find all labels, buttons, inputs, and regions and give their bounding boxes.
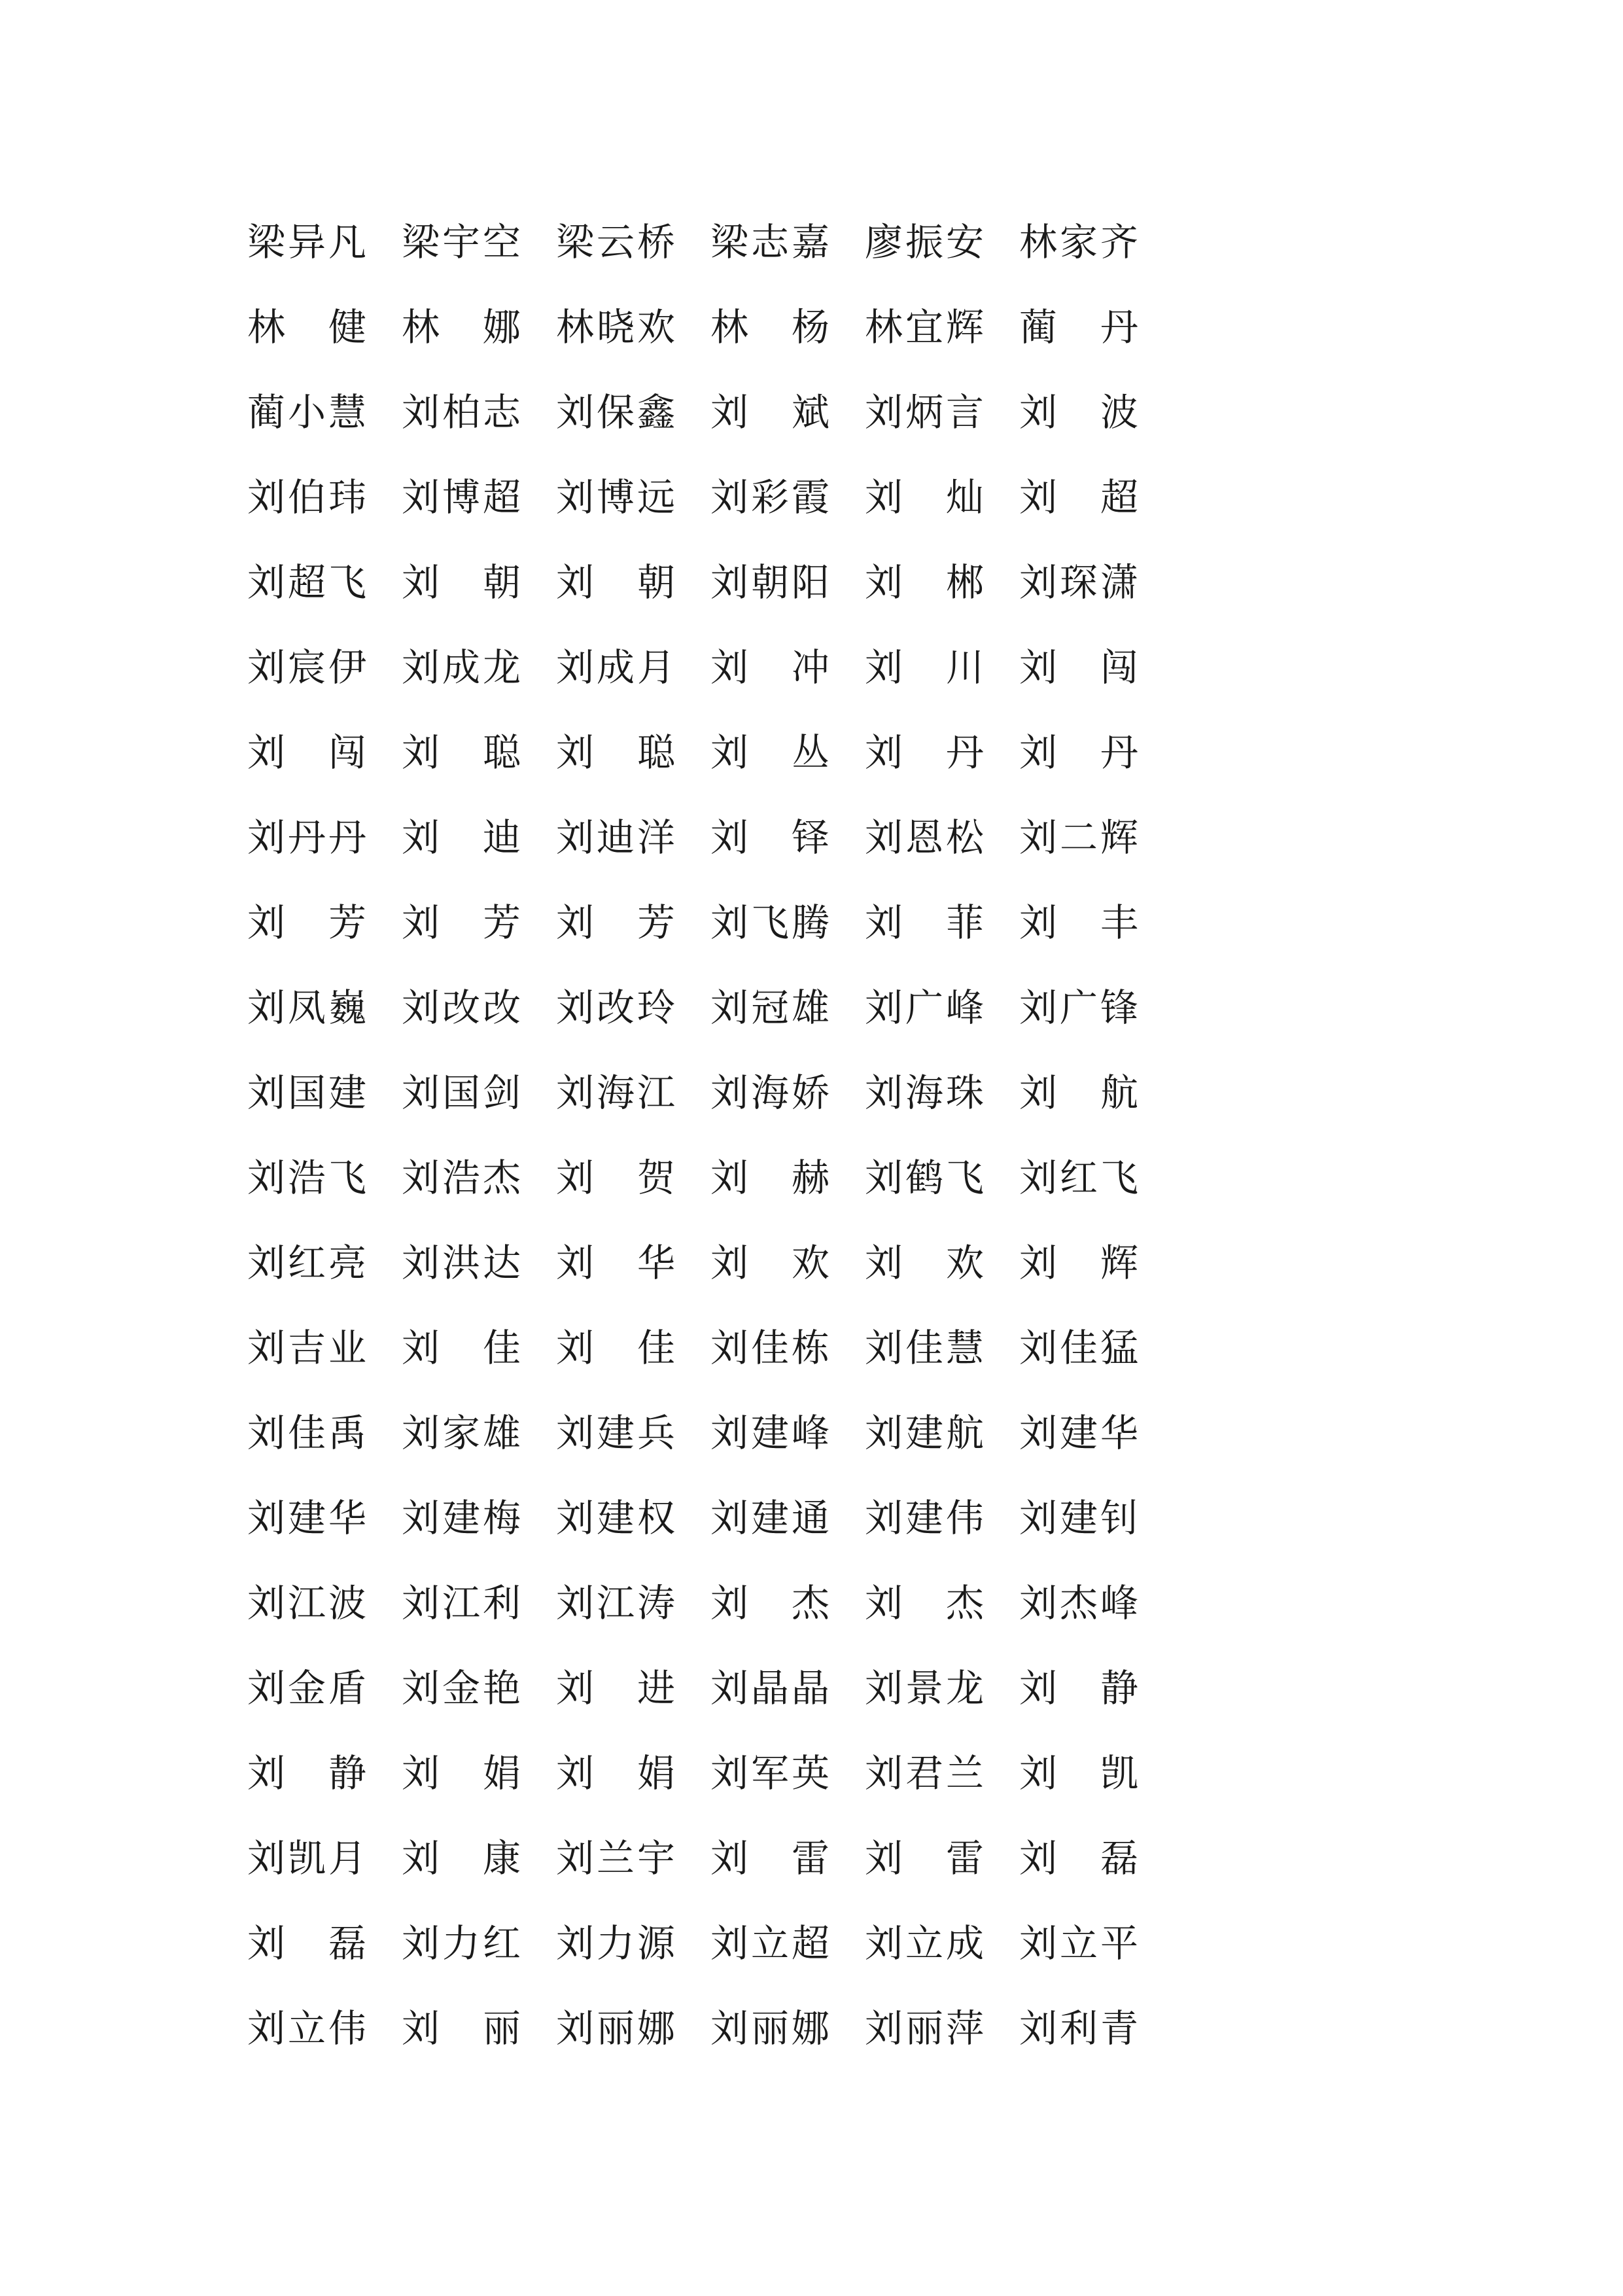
name-entry: 刘改改: [402, 985, 524, 1030]
name-entry: 刘 芳: [402, 900, 524, 945]
name-entry: 刘 灿: [865, 475, 987, 520]
name-entry: 刘江涛: [556, 1581, 678, 1625]
name-entry: 刘海珠: [865, 1070, 987, 1115]
name-entry: 刘浩飞: [247, 1156, 370, 1200]
name-entry: 梁志嘉: [710, 220, 833, 264]
name-entry: 刘 欢: [865, 1241, 987, 1285]
name-entry: 刘 贺: [556, 1156, 678, 1200]
name-entry: 刘吉业: [247, 1326, 370, 1370]
name-entry: 刘力源: [556, 1921, 678, 1966]
name-entry: 刘景龙: [865, 1666, 987, 1710]
name-entry: 刘 航: [1019, 1070, 1142, 1115]
name-entry: 刘金艳: [402, 1666, 524, 1710]
name-entry: 刘 进: [556, 1666, 678, 1710]
name-entry: 刘立成: [865, 1921, 987, 1966]
name-row: [247, 1986, 1176, 2071]
name-row: [247, 285, 1176, 370]
name-entry: 刘丽娜: [710, 2006, 833, 2051]
name-entry: 刘 冲: [710, 645, 833, 690]
name-entry: 刘广峰: [865, 985, 987, 1030]
name-entry: 刘凤巍: [247, 985, 370, 1030]
name-entry: 刘 郴: [865, 560, 987, 605]
name-entry: 刘佳慧: [865, 1326, 987, 1370]
name-row: [247, 540, 1176, 625]
name-row: [247, 965, 1176, 1050]
name-entry: 刘 丽: [402, 2006, 524, 2051]
name-entry: 刘成龙: [402, 645, 524, 690]
name-entry: 刘 佳: [556, 1326, 678, 1370]
name-entry: 刘红飞: [1019, 1156, 1142, 1200]
name-entry: 林家齐: [1019, 220, 1142, 264]
name-entry: 刘 斌: [710, 390, 833, 434]
name-entry: 刘 娟: [402, 1751, 524, 1795]
name-entry: 刘宸伊: [247, 645, 370, 690]
name-entry: 刘立伟: [247, 2006, 370, 2051]
name-entry: 刘建华: [247, 1496, 370, 1540]
name-entry: 刘立平: [1019, 1921, 1142, 1966]
name-row: [247, 795, 1176, 880]
name-entry: 刘 丰: [1019, 900, 1142, 945]
name-entry: 刘国建: [247, 1070, 370, 1115]
name-entry: 刘红亮: [247, 1241, 370, 1285]
name-entry: 刘家雄: [402, 1411, 524, 1455]
name-entry: 刘 闯: [247, 730, 370, 775]
name-entry: 刘冠雄: [710, 985, 833, 1030]
name-entry: 刘 雷: [710, 1836, 833, 1881]
name-entry: 刘 雷: [865, 1836, 987, 1881]
name-list: [247, 200, 1176, 2071]
name-entry: 刘军英: [710, 1751, 833, 1795]
name-entry: 刘 闯: [1019, 645, 1142, 690]
name-entry: 刘 佳: [402, 1326, 524, 1370]
name-entry: 刘 朝: [556, 560, 678, 605]
name-entry: 刘二辉: [1019, 815, 1142, 860]
name-entry: 刘保鑫: [556, 390, 678, 434]
name-entry: 刘 静: [247, 1751, 370, 1795]
name-entry: 刘炳言: [865, 390, 987, 434]
name-entry: 刘建权: [556, 1496, 678, 1540]
name-entry: 刘佳禹: [247, 1411, 370, 1455]
name-entry: 刘建钊: [1019, 1496, 1142, 1540]
name-entry: 刘 杰: [710, 1581, 833, 1625]
name-entry: 刘恩松: [865, 815, 987, 860]
name-row: [247, 1050, 1176, 1135]
name-entry: 刘金盾: [247, 1666, 370, 1710]
name-entry: 刘建伟: [865, 1496, 987, 1540]
name-entry: 刘 聪: [402, 730, 524, 775]
name-entry: 刘琛潇: [1019, 560, 1142, 605]
name-entry: 刘成月: [556, 645, 678, 690]
name-row: [247, 200, 1176, 285]
name-entry: 刘 杰: [865, 1581, 987, 1625]
name-row: [247, 1475, 1176, 1561]
name-entry: 刘 丹: [1019, 730, 1142, 775]
name-entry: 刘洪达: [402, 1241, 524, 1285]
name-entry: 刘丹丹: [247, 815, 370, 860]
name-entry: 梁宇空: [402, 220, 524, 264]
name-entry: 刘 芳: [247, 900, 370, 945]
name-entry: 刘 迪: [402, 815, 524, 860]
name-entry: 刘君兰: [865, 1751, 987, 1795]
name-entry: 刘建兵: [556, 1411, 678, 1455]
name-entry: 刘凯月: [247, 1836, 370, 1881]
name-entry: 刘 超: [1019, 475, 1142, 520]
name-entry: 刘 川: [865, 645, 987, 690]
name-row: [247, 1135, 1176, 1220]
name-entry: 刘 菲: [865, 900, 987, 945]
name-entry: 刘博远: [556, 475, 678, 520]
name-entry: 刘丽萍: [865, 2006, 987, 2051]
name-entry: 林晓欢: [556, 305, 678, 349]
name-entry: 刘 华: [556, 1241, 678, 1285]
name-entry: 刘 朝: [402, 560, 524, 605]
name-entry: 刘利青: [1019, 2006, 1142, 2051]
name-entry: 刘浩杰: [402, 1156, 524, 1200]
name-entry: 刘 凯: [1019, 1751, 1142, 1795]
name-entry: 刘彩霞: [710, 475, 833, 520]
name-entry: 刘建华: [1019, 1411, 1142, 1455]
name-entry: 林 娜: [402, 305, 524, 349]
name-entry: 刘柏志: [402, 390, 524, 434]
name-entry: 刘海娇: [710, 1070, 833, 1115]
name-entry: 刘海江: [556, 1070, 678, 1115]
name-entry: 刘国剑: [402, 1070, 524, 1115]
name-entry: 蔺小慧: [247, 390, 370, 434]
name-entry: 刘 铎: [710, 815, 833, 860]
name-entry: 刘 磊: [247, 1921, 370, 1966]
name-row: [247, 370, 1176, 455]
name-entry: 刘改玲: [556, 985, 678, 1030]
name-entry: 刘朝阳: [710, 560, 833, 605]
name-row: [247, 1731, 1176, 1816]
name-entry: 刘佳猛: [1019, 1326, 1142, 1370]
name-entry: 刘迪洋: [556, 815, 678, 860]
name-entry: 刘鹤飞: [865, 1156, 987, 1200]
name-entry: 刘 娟: [556, 1751, 678, 1795]
name-entry: 刘杰峰: [1019, 1581, 1142, 1625]
name-entry: 刘佳栋: [710, 1326, 833, 1370]
name-entry: 刘 静: [1019, 1666, 1142, 1710]
name-entry: 刘建航: [865, 1411, 987, 1455]
name-row: [247, 1390, 1176, 1475]
name-entry: 刘 辉: [1019, 1241, 1142, 1285]
name-entry: 刘 欢: [710, 1241, 833, 1285]
name-entry: 刘伯玮: [247, 475, 370, 520]
name-entry: 林宜辉: [865, 305, 987, 349]
name-entry: 刘飞腾: [710, 900, 833, 945]
name-row: [247, 455, 1176, 540]
name-entry: 刘建梅: [402, 1496, 524, 1540]
name-entry: 廖振安: [865, 220, 987, 264]
name-entry: 梁异凡: [247, 220, 370, 264]
name-entry: 刘力红: [402, 1921, 524, 1966]
name-row: [247, 880, 1176, 965]
name-entry: 刘 芳: [556, 900, 678, 945]
name-entry: 刘立超: [710, 1921, 833, 1966]
name-row: [247, 1901, 1176, 1986]
name-entry: 刘 波: [1019, 390, 1142, 434]
name-entry: 刘 康: [402, 1836, 524, 1881]
name-entry: 林 杨: [710, 305, 833, 349]
name-entry: 刘晶晶: [710, 1666, 833, 1710]
name-entry: 刘博超: [402, 475, 524, 520]
name-row: [247, 1305, 1176, 1390]
name-row: [247, 1816, 1176, 1901]
name-entry: 刘江利: [402, 1581, 524, 1625]
name-entry: 刘 丹: [865, 730, 987, 775]
name-entry: 刘 赫: [710, 1156, 833, 1200]
name-row: [247, 1561, 1176, 1646]
name-entry: 刘超飞: [247, 560, 370, 605]
name-entry: 刘兰宇: [556, 1836, 678, 1881]
name-entry: 林 健: [247, 305, 370, 349]
name-entry: 刘 磊: [1019, 1836, 1142, 1881]
name-entry: 刘建峰: [710, 1411, 833, 1455]
name-entry: 蔺 丹: [1019, 305, 1142, 349]
name-entry: 刘江波: [247, 1581, 370, 1625]
name-entry: 刘广锋: [1019, 985, 1142, 1030]
name-entry: 刘丽娜: [556, 2006, 678, 2051]
name-row: [247, 1646, 1176, 1731]
name-entry: 梁云桥: [556, 220, 678, 264]
name-row: [247, 625, 1176, 710]
name-entry: 刘 丛: [710, 730, 833, 775]
name-entry: 刘 聪: [556, 730, 678, 775]
name-row: [247, 710, 1176, 795]
name-row: [247, 1220, 1176, 1305]
name-entry: 刘建通: [710, 1496, 833, 1540]
